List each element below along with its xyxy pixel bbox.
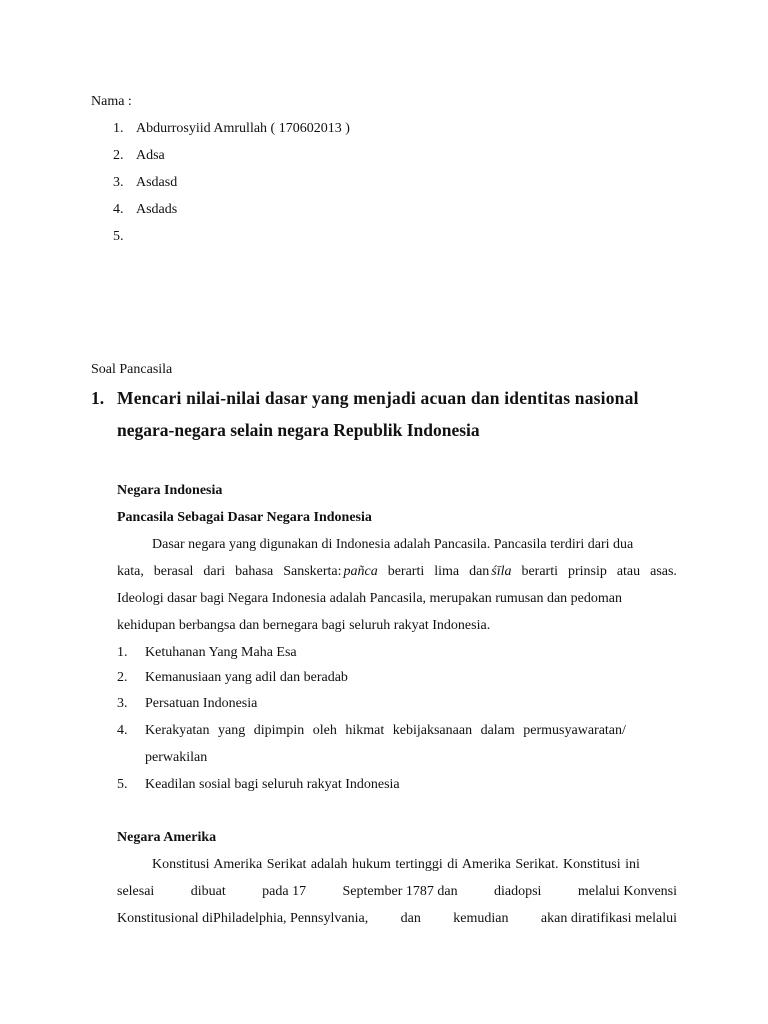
- member-number: 3.: [113, 175, 124, 190]
- sila-number: 5.: [117, 777, 128, 792]
- member-number: 4.: [113, 202, 124, 217]
- word: diadopsi: [493, 884, 542, 899]
- member-name: Abdurrosyiid Amrullah ( 170602013 ): [136, 121, 350, 136]
- word-italic: śīla: [491, 564, 512, 579]
- nama-label: Nama :: [91, 94, 132, 109]
- word: Sanskerta:: [283, 564, 342, 579]
- sila-text: Persatuan Indonesia: [145, 696, 258, 711]
- paragraph-line: Dasar negara yang digunakan di Indonesia adalah Pancasila. Pancasila terdiri dari dua: [152, 537, 634, 552]
- paragraph-line: [117, 884, 677, 900]
- country-heading: Negara Indonesia: [117, 483, 223, 498]
- word: pada 17: [262, 884, 307, 899]
- sila-text: Kerakyatan yang dipimpin oleh hikmat kebijaksanaan dalam permusyawaratan/: [145, 723, 626, 738]
- word: atau: [616, 564, 641, 579]
- word: Konstitusional diPhiladelphia, Pennsylvania,: [117, 911, 369, 926]
- country-heading: Negara Amerika: [117, 830, 217, 845]
- sila-text-continued: perwakilan: [145, 750, 208, 765]
- question-line: negara-negara selain negara Republik Indonesia: [117, 420, 480, 440]
- member-name: Asdads: [136, 202, 178, 217]
- sila-number: 2.: [117, 670, 128, 685]
- word-italic: pañca: [343, 564, 378, 579]
- sila-number: 1.: [117, 645, 128, 660]
- member-number: 1.: [113, 121, 124, 136]
- sila-number: 4.: [117, 723, 128, 738]
- word: dan: [400, 911, 421, 926]
- word: bahasa: [235, 564, 274, 579]
- subheading: Pancasila Sebagai Dasar Negara Indonesia: [117, 510, 372, 525]
- word: September 1787 dan: [342, 884, 458, 899]
- paragraph-line: Ideologi dasar bagi Negara Indonesia adalah Pancasila, merupakan rumusan dan pedoman: [117, 591, 622, 606]
- sila-text: Keadilan sosial bagi seluruh rakyat Indonesia: [145, 777, 400, 792]
- word: lima: [434, 564, 460, 579]
- word: dibuat: [190, 884, 226, 899]
- paragraph-line: kehidupan berbangsa dan bernegara bagi seluruh rakyat Indonesia.: [117, 618, 491, 633]
- word: prinsip: [567, 564, 607, 579]
- question-number: 1.: [91, 388, 105, 408]
- word: berarti: [387, 564, 425, 579]
- question-line: Mencari nilai-nilai dasar yang menjadi acuan dan identitas nasional: [117, 388, 639, 408]
- member-name: Adsa: [136, 148, 165, 163]
- sila-text: Kemanusiaan yang adil dan beradab: [145, 670, 348, 685]
- word: berarti: [521, 564, 558, 579]
- member-number: 5.: [113, 229, 124, 244]
- word: selesai: [117, 884, 155, 899]
- paragraph-line: [117, 911, 677, 927]
- paragraph-line: Konstitusi Amerika Serikat adalah hukum tertinggi di Amerika Serikat. Konstitusi ini: [152, 857, 640, 872]
- word: dari: [203, 564, 226, 579]
- paragraph-line: [117, 564, 677, 580]
- word: asas.: [650, 564, 677, 579]
- sila-text: Ketuhanan Yang Maha Esa: [145, 645, 297, 660]
- sila-number: 3.: [117, 696, 128, 711]
- word: akan diratifikasi melalui: [540, 911, 677, 926]
- member-number: 2.: [113, 148, 124, 163]
- word: melalui Konvensi: [577, 884, 677, 899]
- word: dan: [469, 564, 490, 579]
- word: kemudian: [453, 911, 509, 926]
- word: kata,: [117, 564, 144, 579]
- section-title: Soal Pancasila: [91, 362, 173, 377]
- word: berasal: [153, 564, 194, 579]
- member-name: Asdasd: [136, 175, 178, 190]
